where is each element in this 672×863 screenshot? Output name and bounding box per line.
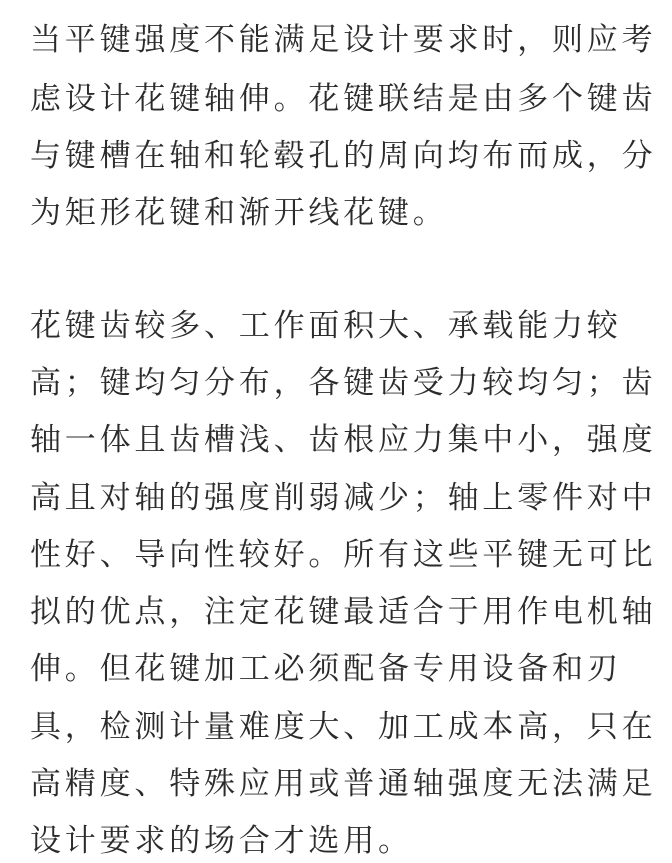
text-line: 拟的优点，注定花键最适合于用作电机轴 <box>30 594 657 630</box>
text-line: 为矩形花键和渐开线花键。 <box>30 195 448 231</box>
text-line: 高；键均匀分布，各键齿受力较均匀；齿 <box>30 365 657 401</box>
text-line: 高精度、特殊应用或普通轴强度无法满足 <box>30 766 657 802</box>
text-line: 花键齿较多、工作面积大、承载能力较 <box>30 308 622 344</box>
text-line: 与键槽在轴和轮毂孔的周向均布而成，分 <box>30 138 657 174</box>
text-line: 性好、导向性较好。所有这些平键无可比 <box>30 537 657 573</box>
text-line: 伸。但花键加工必须配备专用设备和刃 <box>30 651 622 687</box>
text-line: 高且对轴的强度削弱减少；轴上零件对中 <box>30 480 657 516</box>
text-line: 虑设计花键轴伸。花键联结是由多个键齿 <box>30 81 657 117</box>
text-line: 具，检测计量难度大、加工成本高，只在 <box>30 709 657 745</box>
text-line: 轴一体且齿槽浅、齿根应力集中小，强度 <box>30 422 657 458</box>
text-line: 设计要求的场合才选用。 <box>30 823 413 859</box>
text-line: 当平键强度不能满足设计要求时，则应考 <box>30 22 657 58</box>
